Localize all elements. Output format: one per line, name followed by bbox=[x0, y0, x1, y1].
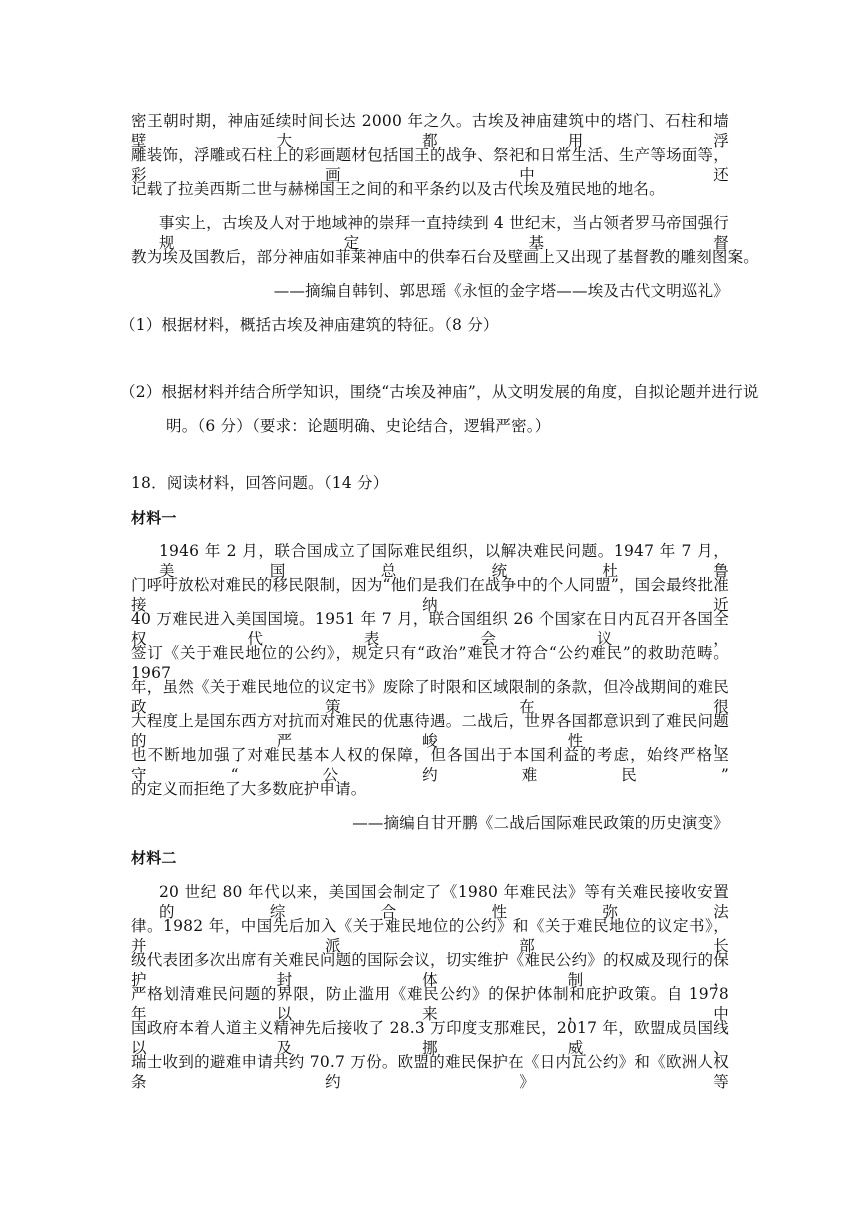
question-2-line-2: 明。（6 分）（要求：论题明确、史论结合，逻辑严密。） bbox=[166, 417, 551, 435]
material-cont-line-2: 雕装饰，浮雕或石柱上的彩画题材包括国王的战争、祭祀和日常生活、生产等场面等，彩画中还 bbox=[131, 146, 729, 184]
material-cont2-line-1: 事实上，古埃及人对于地域神的崇拜一直持续到 4 世纪末，当占领者罗马帝国强行规定基督 bbox=[159, 214, 729, 252]
material-1-line-6: 大程度上是国东西方对抗而对难民的优惠待遇。二战后，世界各国都意识到了难民问题的严峻性， bbox=[131, 712, 729, 750]
material-1-line-8: 的定义而拒绝了大多数庇护申请。 bbox=[131, 780, 367, 798]
material-1-line-4: 签订《关于难民地位的公约》，规定只有“政治”难民才符合“公约难民”的救助范畴。1967 bbox=[131, 644, 729, 682]
material-1-line-5: 年，虽然《关于难民地位的议定书》废除了时限和区域限制的条款，但冷战期间的难民政策在很 bbox=[131, 678, 729, 716]
material-1-title: 材料一 bbox=[131, 509, 177, 527]
material-1-line-3: 40 万难民进入美国国境。1951 年 7 月，联合国组织 26 个国家在日内瓦召开各国全权代表会议， bbox=[131, 610, 729, 648]
material-2-line-4: 严格划清难民问题的界限，防止滥用《难民公约》的保护体制和庇护政策。自 1978 年以来，中 bbox=[131, 985, 729, 1023]
material-cont-line-3: 记载了拉美西斯二世与赫梯国王之间的和平条约以及古代埃及殖民地的地名。 bbox=[131, 180, 665, 198]
material-cont2-line-2: 教为埃及国教后，部分神庙如菲莱神庙中的供奉石台及壁画上又出现了基督教的雕刻图案。 bbox=[131, 248, 760, 266]
question-2-line-1: （2）根据材料并结合所学知识，围绕“古埃及神庙”，从文明发展的角度，自拟论题并进行说 bbox=[120, 383, 759, 401]
material-1-line-7: 也不断地加强了对难民基本人权的保障，但各国出于本国利益的考虑，始终严格坚守“公约难民” bbox=[131, 746, 729, 784]
material-2-line-2: 律。1982 年，中国先后加入《关于难民地位的公约》和《关于难民地位的议定书》，并派部长 bbox=[131, 917, 729, 955]
material-cont-line-1: 密王朝时期，神庙延续时间长达 2000 年之久。古埃及神庙建筑中的塔门、石柱和墙壁大都用浮 bbox=[131, 112, 729, 150]
material-2-line-1: 20 世纪 80 年代以来，美国国会制定了《1980 年难民法》等有关难民接收安置的综合性弥法 bbox=[159, 883, 729, 921]
material-2-line-3: 级代表团多次出席有关难民问题的国际会议，切实维护《难民公约》的权威及现行的保护封体制， bbox=[131, 951, 729, 989]
material-1-line-2: 门呼吁放松对难民的移民限制，因为“他们是我们在战争中的个人同盟”，国会最终批准接纳近 bbox=[131, 576, 729, 614]
question-18-heading: 18．阅读材料，回答问题。（14 分） bbox=[131, 474, 389, 492]
material-2-line-5: 国政府本着人道主义精神先后接收了 28.3 万印度支那难民，2017 年，欧盟成员国线以及挪威、 bbox=[131, 1019, 729, 1057]
material-1-line-1: 1946 年 2 月，联合国成立了国际难民组织，以解决难民问题。1947 年 7 月，美国总统杜鲁 bbox=[159, 542, 729, 580]
question-1: （1）根据材料，概括古埃及神庙建筑的特征。（8 分） bbox=[120, 316, 499, 334]
material-2-line-6: 瑞士收到的避难申请共约 70.7 万份。欧盟的难民保护在《日内瓦公约》和《欧洲人权条约》等 bbox=[131, 1053, 729, 1091]
material-2-title: 材料二 bbox=[131, 849, 177, 867]
source-citation-1: ——摘编自韩钊、郭思瑶《永恒的金字塔——埃及古代文明巡礼》 bbox=[273, 282, 729, 300]
source-citation-2: ——摘编自甘开鹏《二战后国际难民政策的历史演变》 bbox=[352, 814, 729, 832]
